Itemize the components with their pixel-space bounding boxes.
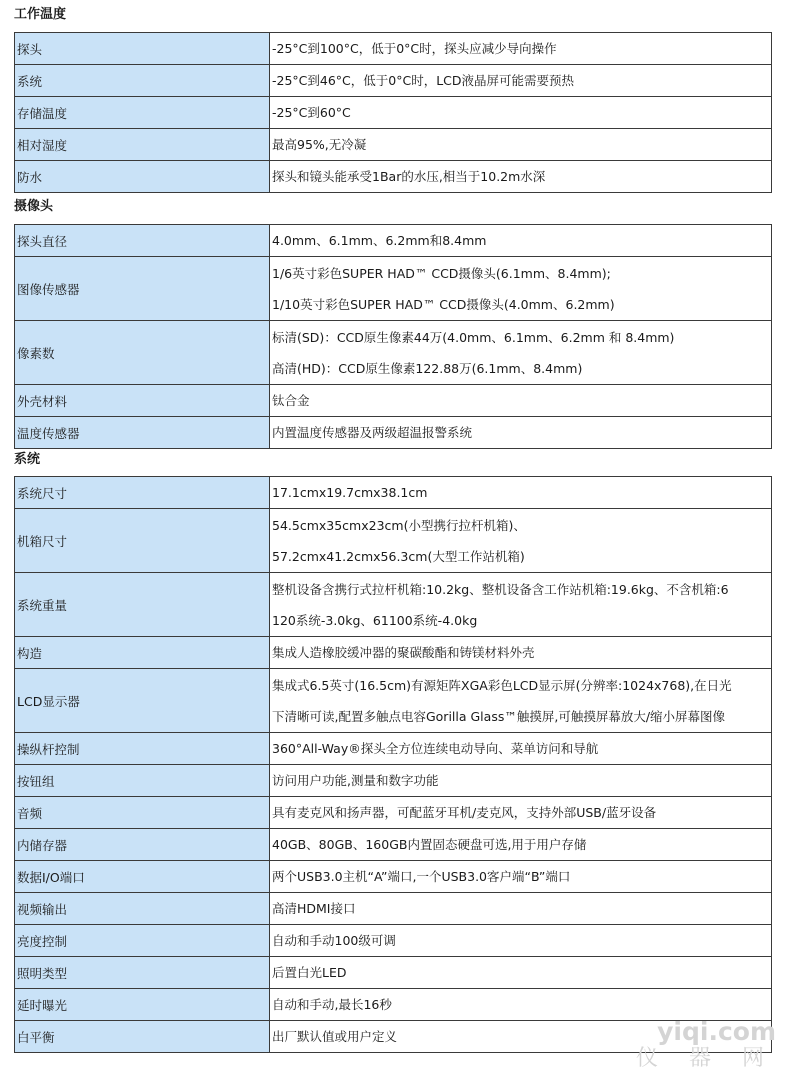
spec-label: 外壳材料 — [15, 385, 270, 417]
spec-label: 构造 — [15, 637, 270, 669]
spec-table-system — [14, 476, 772, 1053]
section-title-operating-temperature: 工作温度 — [14, 7, 67, 22]
spec-value-line: 后置白光LED — [272, 965, 347, 980]
spec-value — [270, 765, 772, 797]
spec-value — [270, 385, 772, 417]
spec-label: 探头直径 — [15, 225, 270, 257]
spec-label: 白平衡 — [15, 1021, 270, 1053]
spec-label: 图像传感器 — [15, 257, 270, 321]
spec-label: 温度传感器 — [15, 417, 270, 449]
spec-label: 按钮组 — [15, 765, 270, 797]
spec-value — [270, 637, 772, 669]
spec-value — [270, 477, 772, 509]
spec-value-line: 具有麦克风和扬声器，可配蓝牙耳机/麦克风，支持外部USB/蓝牙设备 — [272, 805, 657, 820]
spec-row — [15, 477, 772, 509]
spec-value — [270, 893, 772, 925]
spec-label: 内储存器 — [15, 829, 270, 861]
spec-value-line: 自动和手动100级可调 — [272, 933, 396, 948]
spec-value-line: 17.1cmx19.7cmx38.1cm — [272, 485, 428, 500]
spec-row — [15, 129, 772, 161]
spec-value — [270, 861, 772, 893]
spec-label: 照明类型 — [15, 957, 270, 989]
spec-label: 防水 — [15, 161, 270, 193]
spec-value — [270, 65, 772, 97]
spec-row — [15, 797, 772, 829]
spec-value-line: 360°All-Way®探头全方位连续电动导向、菜单访问和导航 — [272, 741, 599, 756]
spec-table-operating-temperature — [14, 32, 772, 193]
section-title-camera: 摄像头 — [14, 199, 54, 214]
spec-row — [15, 321, 772, 385]
spec-value — [270, 161, 772, 193]
spec-row — [15, 257, 772, 321]
spec-label: 操纵杆控制 — [15, 733, 270, 765]
spec-value-line: 集成人造橡胶缓冲器的聚碳酸酯和铸镁材料外壳 — [272, 645, 535, 660]
spec-value-line: 下清晰可读,配置多触点电容Gorilla Glass™触摸屏,可触摸屏幕放大/缩小屏幕图像 — [272, 708, 726, 724]
spec-row — [15, 225, 772, 257]
spec-value-line: 高清(HD)：CCD原生像素122.88万(6.1mm、8.4mm) — [272, 360, 583, 376]
spec-row — [15, 417, 772, 449]
spec-value-line: 54.5cmx35cmx23cm(小型携行拉杆机箱)、 — [272, 517, 526, 533]
spec-value — [270, 225, 772, 257]
spec-label: 音频 — [15, 797, 270, 829]
spec-value-line: 4.0mm、6.1mm、6.2mm和8.4mm — [272, 233, 487, 248]
spec-table-camera — [14, 224, 772, 449]
spec-value — [270, 733, 772, 765]
spec-value-line: 自动和手动,最长16秒 — [272, 997, 392, 1012]
spec-value-line: -25°C到60°C — [272, 105, 351, 120]
spec-value-line: 40GB、80GB、160GB内置固态硬盘可选,用于用户存储 — [272, 837, 587, 852]
spec-row — [15, 861, 772, 893]
spec-value-line: 1/6英寸彩色SUPER HAD™ CCD摄像头(6.1mm、8.4mm); — [272, 265, 611, 281]
spec-label: 系统尺寸 — [15, 477, 270, 509]
spec-row — [15, 765, 772, 797]
watermark — [636, 1018, 776, 1072]
spec-value-line: 两个USB3.0主机“A”端口,一个USB3.0客户端“B”端口 — [272, 869, 571, 884]
spec-label: 视频输出 — [15, 893, 270, 925]
spec-value — [270, 509, 772, 573]
spec-row — [15, 925, 772, 957]
spec-row — [15, 733, 772, 765]
spec-row — [15, 637, 772, 669]
spec-value-line: 探头和镜头能承受1Bar的水压,相当于10.2m水深 — [272, 169, 546, 184]
spec-row — [15, 385, 772, 417]
spec-row — [15, 65, 772, 97]
spec-value — [270, 797, 772, 829]
spec-label: 相对湿度 — [15, 129, 270, 161]
spec-value-line: 钛合金 — [272, 393, 310, 408]
spec-row — [15, 573, 772, 637]
spec-label: 数据I/O端口 — [15, 861, 270, 893]
spec-label: 机箱尺寸 — [15, 509, 270, 573]
spec-value-line: -25°C到100°C，低于0°C时，探头应减少导向操作 — [272, 41, 557, 56]
watermark-name: 仪 器 网 — [636, 1046, 776, 1071]
spec-value — [270, 257, 772, 321]
spec-value-line: 整机设备含携行式拉杆机箱:10.2kg、整机设备含工作站机箱:19.6kg、不含机箱:6 — [272, 581, 729, 597]
spec-row — [15, 829, 772, 861]
spec-row — [15, 97, 772, 129]
section-title-system: 系统 — [14, 452, 41, 467]
spec-value-line: 57.2cmx41.2cmx56.3cm(大型工作站机箱) — [272, 548, 525, 564]
spec-label: 延时曝光 — [15, 989, 270, 1021]
spec-row — [15, 893, 772, 925]
spec-row — [15, 509, 772, 573]
spec-value-line: 高清HDMI接口 — [272, 901, 356, 916]
spec-label: 存储温度 — [15, 97, 270, 129]
spec-value-line: -25°C到46°C，低于0°C时，LCD液晶屏可能需要预热 — [272, 73, 575, 88]
spec-value-line: 内置温度传感器及两级超温报警系统 — [272, 425, 473, 440]
spec-row — [15, 33, 772, 65]
spec-value-line: 标清(SD)：CCD原生像素44万(4.0mm、6.1mm、6.2mm 和 8.4mm) — [272, 329, 675, 345]
spec-label: 系统重量 — [15, 573, 270, 637]
spec-value-line: 访问用户功能,测量和数字功能 — [272, 773, 439, 788]
spec-label: 像素数 — [15, 321, 270, 385]
spec-value-line: 出厂默认值或用户定义 — [272, 1029, 398, 1044]
spec-value — [270, 321, 772, 385]
spec-label: LCD显示器 — [15, 669, 270, 733]
spec-label: 探头 — [15, 33, 270, 65]
spec-value — [270, 129, 772, 161]
spec-value-line: 120系统-3.0kg、61100系统-4.0kg — [272, 612, 478, 628]
spec-value — [270, 573, 772, 637]
spec-value — [270, 829, 772, 861]
spec-row — [15, 669, 772, 733]
spec-value — [270, 957, 772, 989]
spec-value-line: 最高95%,无冷凝 — [272, 137, 367, 152]
spec-value — [270, 989, 772, 1021]
spec-value — [270, 33, 772, 65]
watermark-url: yiqi.com — [657, 1017, 776, 1046]
spec-row — [15, 989, 772, 1021]
spec-value-line: 集成式6.5英寸(16.5cm)有源矩阵XGA彩色LCD显示屏(分辨率:1024x768),在日光 — [272, 677, 732, 693]
spec-value-line: 1/10英寸彩色SUPER HAD™ CCD摄像头(4.0mm、6.2mm) — [272, 296, 615, 312]
spec-value — [270, 97, 772, 129]
spec-row — [15, 161, 772, 193]
spec-label: 系统 — [15, 65, 270, 97]
spec-value — [270, 669, 772, 733]
spec-value — [270, 925, 772, 957]
spec-value — [270, 417, 772, 449]
spec-row — [15, 957, 772, 989]
spec-label: 亮度控制 — [15, 925, 270, 957]
